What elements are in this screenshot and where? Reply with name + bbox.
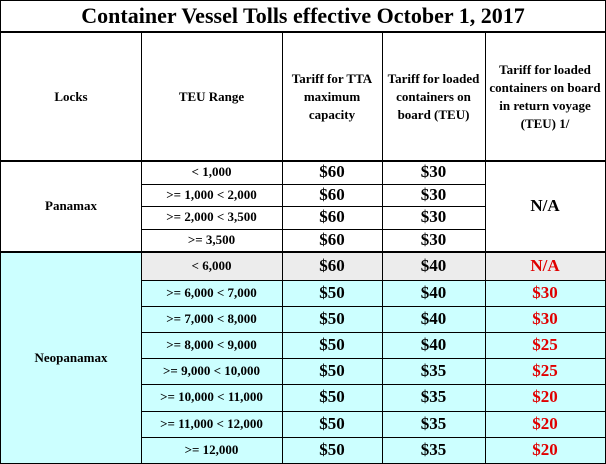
loaded-tariff-cell: $30 [420,230,447,250]
column-divider [485,33,486,463]
return-tariff-cell: $20 [485,437,605,463]
lock-name-neopanamax: Neopanamax [1,253,141,463]
column-divider [382,33,383,463]
tta-tariff-cell: $50 [282,280,382,306]
row-divider [141,184,485,185]
tta-tariff-cell: $50 [282,332,382,358]
row-divider [141,384,605,385]
teu-range-cell: >= 6,000 < 7,000 [141,280,282,306]
tta-tariff-cell: $50 [282,437,382,463]
loaded-tariff-cell: $40 [382,280,485,306]
tta-tariff-cell: $60 [319,230,345,250]
header-locks: Locks [54,89,88,104]
loaded-tariff-cell: $30 [420,184,447,204]
header-teu-range: TEU Range [178,89,245,104]
row-divider [141,332,605,333]
return-tariff-cell: $30 [485,306,605,332]
loaded-tariff-cell: $35 [382,358,485,384]
table-title: Container Vessel Tolls effective October 1, 2017 [1,1,605,33]
tta-tariff-cell: $50 [282,384,382,410]
teu-range-cell: >= 10,000 < 11,000 [141,384,282,410]
return-tariff-cell: $25 [485,358,605,384]
tta-tariff-cell: $50 [282,358,382,384]
teu-range-cell: >= 1,000 < 2,000 [166,186,257,202]
tta-tariff-cell: $50 [282,306,382,332]
tta-tariff-cell: $60 [319,184,345,204]
loaded-tariff-cell: $40 [382,332,485,358]
loaded-tariff-cell: $35 [382,437,485,463]
loaded-tariff-cell: $40 [382,306,485,332]
teu-range-cell: < 1,000 [191,164,232,180]
loaded-tariff-cell: $35 [382,411,485,437]
return-tariff-cell-panamax: N/A [530,196,560,216]
loaded-tariff-cell: $35 [382,384,485,410]
column-divider [141,33,142,463]
teu-range-cell: >= 2,000 < 3,500 [166,209,257,225]
row-divider [141,206,485,207]
tta-tariff-cell: $60 [319,162,345,182]
row-divider [141,229,485,230]
return-tariff-cell: $20 [485,384,605,410]
lock-name-panamax: Panamax [45,198,97,214]
teu-range-cell: >= 9,000 < 10,000 [141,358,282,384]
row-divider [141,280,605,281]
loaded-tariff-cell: $30 [420,207,447,227]
return-tariff-cell: $30 [485,280,605,306]
teu-range-cell: >= 7,000 < 8,000 [141,306,282,332]
row-divider [141,306,605,307]
return-tariff-cell: $20 [485,411,605,437]
teu-range-cell: < 6,000 [141,253,282,279]
row-divider [141,437,605,438]
row-divider [141,358,605,359]
row-divider [1,251,605,253]
header-tta-tariff: Tariff for TTA maximum capacity [291,71,373,122]
tta-tariff-cell: $50 [282,411,382,437]
header-return-tariff: Tariff for loaded containers on board in return voyage (TEU) 1/ [489,62,601,131]
teu-range-cell: >= 12,000 [141,437,282,463]
header-loaded-tariff: Tariff for loaded containers on board (TEU) [387,71,480,122]
teu-range-cell: >= 3,500 [187,232,236,248]
row-divider [141,411,605,412]
teu-range-cell: >= 8,000 < 9,000 [141,332,282,358]
return-tariff-cell: N/A [485,253,605,279]
row-divider [1,160,605,162]
column-divider [282,33,283,463]
loaded-tariff-cell: $30 [420,162,447,182]
teu-range-cell: >= 11,000 < 12,000 [141,411,282,437]
return-tariff-cell: $25 [485,332,605,358]
tta-tariff-cell: $60 [319,207,345,227]
tta-tariff-cell: $60 [282,253,382,279]
loaded-tariff-cell: $40 [382,253,485,279]
